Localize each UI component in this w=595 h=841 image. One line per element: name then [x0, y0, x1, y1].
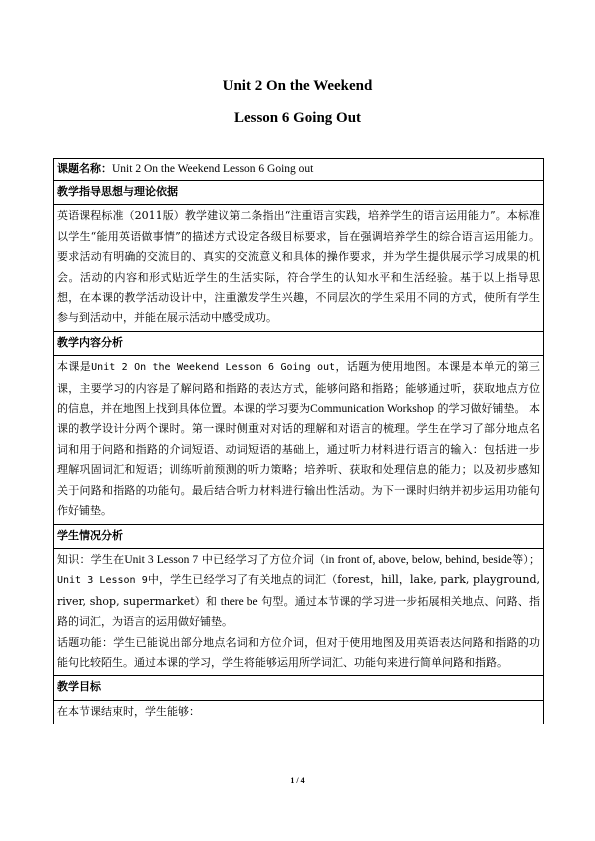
table-row — [54, 524, 544, 548]
table-row — [54, 331, 544, 355]
content-text-rest: 的学习做好铺垫。 本课的教学设计分两个课时。第一课时侧重对对话的理解和对语言的梳理。学生在学习了部分地点名词和用于问路和指路的介词短语、动词短语的基础上，通过听力材料进行语言的输入：包括进一步理解巩固词汇和短语；训练听前预测的听力策略；培养听、获取和处理信息的能力；以及初步感知关于问路和指路的功能句。最后结合听力材料进行输出性活动。为下一课时归纳并初步运用功能句作好铺垫。 — [57, 402, 541, 518]
document-title: Unit 2 On the Weekend — [222, 78, 373, 94]
students-text-e: 句型。通过本节课的学习进一步拓展相关地点、问路、指路的词汇，为语言的运用做好铺垫。 — [57, 594, 541, 629]
students-heading: 学生情况分析 — [54, 524, 544, 548]
course-name-label: 课题名称： — [57, 162, 112, 175]
content-text-cell — [54, 356, 544, 524]
table-row — [54, 159, 544, 181]
table-row — [54, 700, 544, 724]
content-lesson-ref: Unit 2 On the Weekend Lesson 6 Going out — [91, 362, 336, 374]
course-name-value: Unit 2 On the Weekend Lesson 6 Going out — [112, 163, 314, 175]
guiding-heading: 教学指导思想与理论依据 — [54, 181, 544, 205]
content-workshop: Communication Workshop — [310, 403, 434, 416]
table-row — [54, 181, 544, 205]
students-there-be: there be — [220, 595, 258, 608]
students-text-d: 中，学生已经学习了有关地点的词汇（forest，hill，lake, park, playground, river, shop, supermarket）和 — [57, 573, 540, 608]
students-text-cell — [54, 548, 544, 675]
students-unit3-lesson9: Unit 3 Lesson 9 — [57, 575, 148, 587]
content-text-prefix: 本课是 — [57, 360, 92, 374]
table-row — [54, 676, 544, 700]
students-knowledge-paragraph — [57, 550, 540, 633]
lesson-plan-table — [53, 158, 544, 724]
lesson-title: Lesson 6 Going Out — [233, 110, 362, 126]
table-row — [54, 356, 544, 524]
students-text-a: 知识：学生在 — [57, 552, 125, 566]
objectives-text: 在本节课结束时，学生能够： — [54, 700, 544, 724]
students-unit3-lesson7: Unit 3 Lesson 7 — [124, 553, 199, 566]
students-text-b: 中已经学习了方位介词（ — [201, 552, 326, 566]
students-function-paragraph: 话题功能：学生已能说出部分地点名词和方位介词，但对于使用地图及用英语表达问路和指路的功能句比较陌生。通过本课的学习，学生将能够运用所学词汇、功能句来进行简单问路和指路。 — [57, 635, 540, 669]
content-heading: 教学内容分析 — [54, 331, 544, 355]
content-text-middle: ，话题为使用地图。本课是本单元的第三课，主要学习的内容是了解问路和指路的表达方式，能够问路和指路；能够通过听，获取地点方位的信息，并在地图上找到具体位置。本课的学习要为 — [57, 360, 540, 416]
guiding-text: 英语课程标准（2011版）教学建议第二条指出“注重语言实践，培养学生的语言运用能力”。本标准以学生“能用英语做事情”的描述方式设定各级目标要求，旨在强调培养学生的综合语言运用能力。要求活动有明确的交流目的、真实的交流意义和具体的操作要求，并为学生提供展示学习成果的机会。活动的内容和形式贴近学生的生活实际，符合学生的认知水平和生活经验。基于以上指导思想，在本课的教学活动设计中，注重激发学生兴趣，不同层次的学生采用不同的方式，使所有学生参与到活动中，并能在展示活动中感受成功。 — [54, 205, 544, 331]
table-row — [54, 205, 544, 331]
students-text-c: 等）； — [511, 552, 541, 566]
objectives-heading: 教学目标 — [54, 676, 544, 700]
students-prepositions: in front of, above, below, behind, beside — [325, 553, 512, 566]
course-name-cell — [54, 159, 544, 181]
table-row — [54, 548, 544, 675]
page-number: 1 / 4 — [290, 776, 305, 785]
